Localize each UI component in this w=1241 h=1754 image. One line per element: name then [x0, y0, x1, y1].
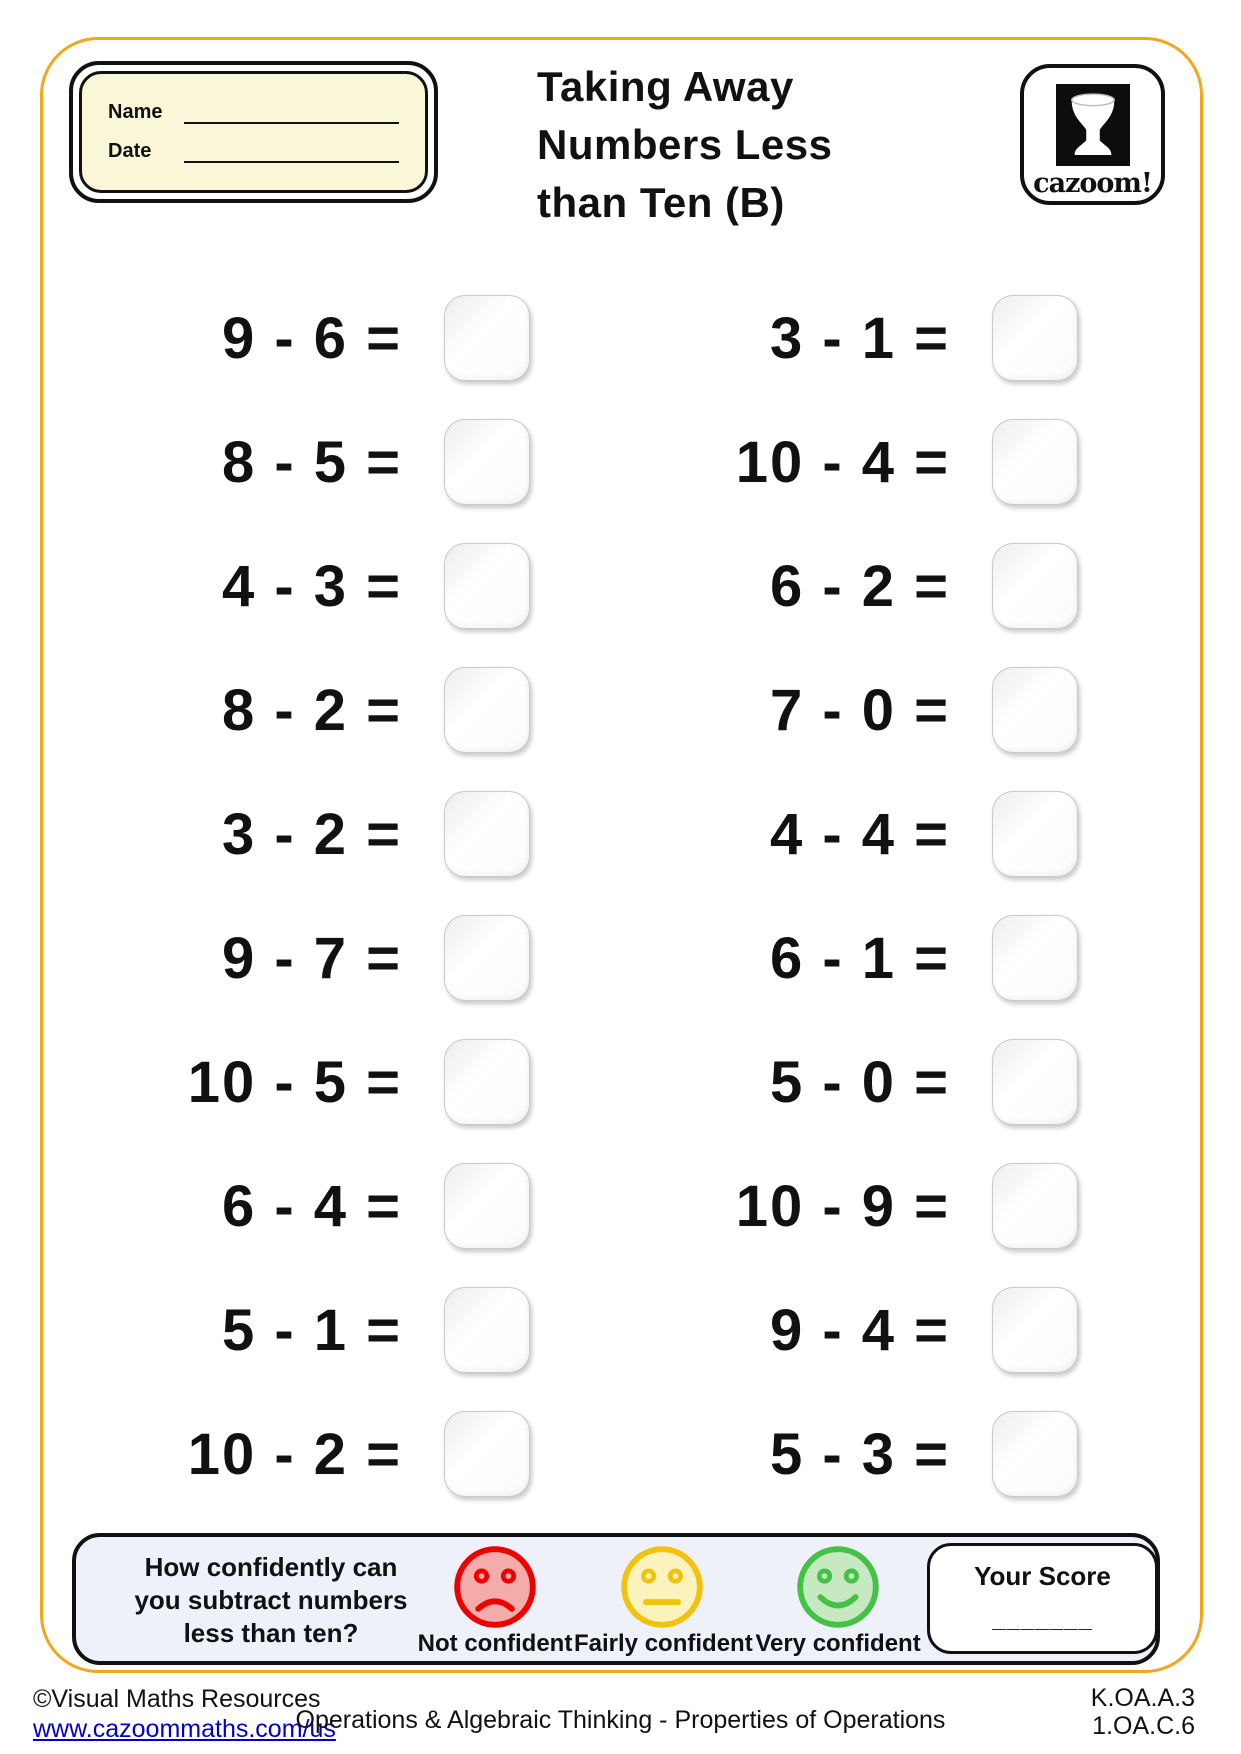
answer-box[interactable]	[444, 1287, 530, 1373]
logo-wordmark: cazoom!	[1033, 168, 1152, 199]
happy-face-icon[interactable]	[796, 1545, 880, 1629]
equation: 3 - 2 =	[221, 801, 402, 867]
answer-box[interactable]	[992, 1163, 1078, 1249]
problem-row	[600, 896, 1078, 1020]
problem-row	[600, 400, 1078, 524]
problem-row	[600, 1144, 1078, 1268]
problem-row	[600, 1268, 1078, 1392]
equation: 10 - 4 =	[735, 429, 950, 495]
confidence-bar	[72, 1533, 1160, 1665]
equation: 6 - 1 =	[769, 925, 950, 991]
answer-box[interactable]	[992, 791, 1078, 877]
cazoom-logo	[1020, 64, 1165, 205]
equation: 9 - 4 =	[769, 1297, 950, 1363]
problem-row	[600, 1020, 1078, 1144]
sad-face-icon[interactable]	[453, 1545, 537, 1629]
problem-row	[150, 896, 530, 1020]
equation: 3 - 1 =	[769, 305, 950, 371]
problems-column-right	[600, 276, 1078, 1516]
equation: 10 - 5 =	[187, 1049, 402, 1115]
equation: 9 - 7 =	[221, 925, 402, 991]
title-line-2: Numbers Less	[537, 121, 833, 168]
standard-code: 1.OA.C.6	[1092, 1712, 1195, 1740]
answer-box[interactable]	[992, 667, 1078, 753]
equation: 5 - 3 =	[769, 1421, 950, 1487]
copyright-text: ©Visual Maths Resources	[33, 1685, 321, 1713]
logo-black-square	[1056, 84, 1130, 166]
your-score-box	[927, 1543, 1158, 1654]
confidence-option-fairly-confident[interactable]	[574, 1545, 753, 1658]
answer-box[interactable]	[444, 1039, 530, 1125]
confidence-question-line: How confidently can	[144, 1552, 398, 1582]
confidence-question	[104, 1551, 438, 1650]
website-link[interactable]: www.cazoommaths.com/us	[33, 1715, 336, 1743]
date-input-line[interactable]	[184, 141, 399, 163]
equation: 5 - 1 =	[221, 1297, 402, 1363]
title-line-3: than Ten (B)	[537, 179, 785, 226]
answer-box[interactable]	[992, 543, 1078, 629]
answer-box[interactable]	[992, 295, 1078, 381]
answer-box[interactable]	[992, 915, 1078, 1001]
equation: 4 - 3 =	[221, 553, 402, 619]
problem-row	[150, 276, 530, 400]
problem-row	[600, 772, 1078, 896]
confidence-option-not-confident[interactable]	[407, 1545, 583, 1658]
problem-row	[150, 524, 530, 648]
equation: 8 - 2 =	[221, 677, 402, 743]
equation: 5 - 0 =	[769, 1049, 950, 1115]
answer-box[interactable]	[444, 295, 530, 381]
confidence-question-line: less than ten?	[183, 1618, 359, 1648]
footer-standard-codes	[1091, 1684, 1195, 1740]
problem-row	[150, 1144, 530, 1268]
problem-row	[600, 1392, 1078, 1516]
problem-row	[150, 400, 530, 524]
problem-row	[150, 772, 530, 896]
answer-box[interactable]	[444, 1411, 530, 1497]
answer-box[interactable]	[444, 791, 530, 877]
equation: 6 - 2 =	[769, 553, 950, 619]
problem-row	[600, 648, 1078, 772]
equation: 4 - 4 =	[769, 801, 950, 867]
djembe-drum-icon	[1064, 91, 1122, 159]
name-label: Name	[108, 101, 163, 123]
answer-box[interactable]	[444, 667, 530, 753]
confidence-option-very-confident[interactable]	[750, 1545, 926, 1658]
problem-row	[150, 648, 530, 772]
page-title	[537, 58, 832, 232]
problem-row	[600, 276, 1078, 400]
neutral-face-icon[interactable]	[620, 1545, 704, 1629]
title-line-1: Taking Away	[537, 63, 794, 110]
answer-box[interactable]	[992, 419, 1078, 505]
problem-row	[150, 1020, 530, 1144]
problem-row	[600, 524, 1078, 648]
equation: 7 - 0 =	[769, 677, 950, 743]
equation: 8 - 5 =	[221, 429, 402, 495]
answer-box[interactable]	[992, 1039, 1078, 1125]
name-date-box-inner	[79, 71, 428, 193]
name-date-box	[69, 61, 438, 203]
answer-box[interactable]	[444, 419, 530, 505]
confidence-label: Very confident	[755, 1630, 921, 1657]
equation: 10 - 2 =	[187, 1421, 402, 1487]
problem-row	[150, 1268, 530, 1392]
confidence-label: Not confident	[417, 1630, 573, 1657]
answer-box[interactable]	[992, 1287, 1078, 1373]
date-label: Date	[108, 140, 152, 162]
confidence-label: Fairly confident	[574, 1630, 753, 1657]
equation: 6 - 4 =	[221, 1173, 402, 1239]
equation: 9 - 6 =	[221, 305, 402, 371]
equation: 10 - 9 =	[735, 1173, 950, 1239]
name-input-line[interactable]	[184, 102, 399, 124]
problems-column-left	[150, 276, 530, 1516]
problem-row	[150, 1392, 530, 1516]
footer-standard-strand: Operations & Algebraic Thinking - Properties of Operations	[295, 1706, 946, 1734]
answer-box[interactable]	[444, 543, 530, 629]
confidence-question-line: you subtract numbers	[134, 1585, 408, 1615]
answer-box[interactable]	[444, 1163, 530, 1249]
your-score-title: Your Score	[974, 1561, 1111, 1591]
your-score-blank-line[interactable]: _______	[992, 1606, 1093, 1633]
standard-code: K.OA.A.3	[1090, 1684, 1195, 1712]
answer-box[interactable]	[992, 1411, 1078, 1497]
name-row	[108, 101, 399, 124]
date-row	[108, 140, 399, 163]
answer-box[interactable]	[444, 915, 530, 1001]
